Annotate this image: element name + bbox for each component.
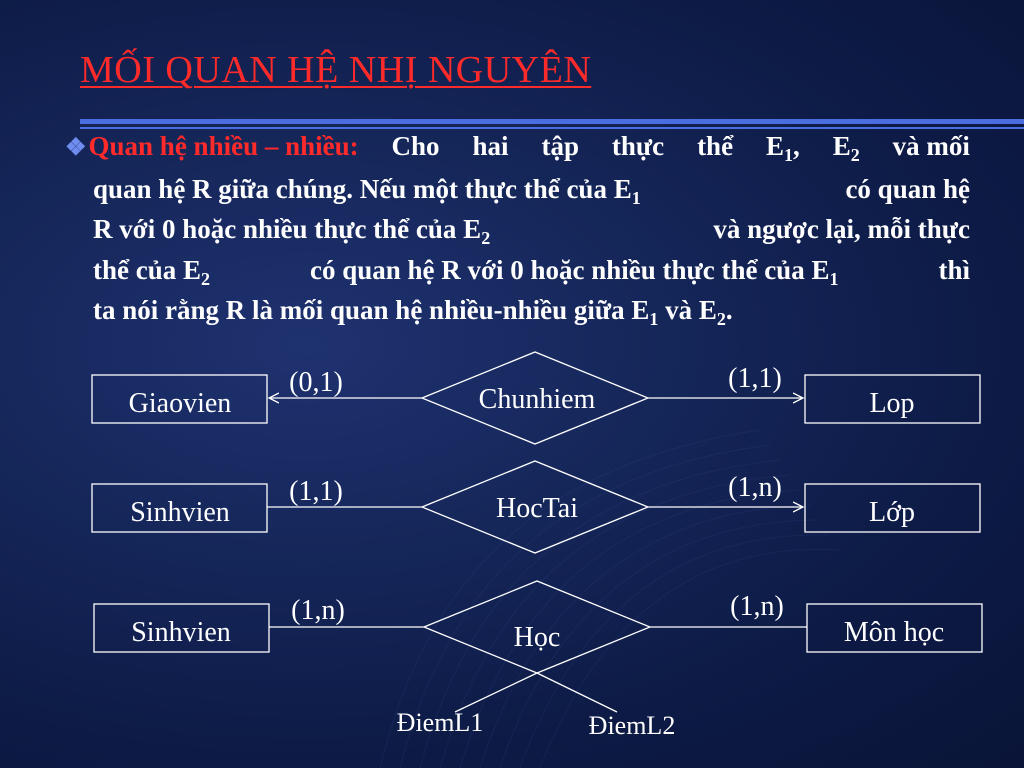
line1-word: thực [611,131,665,161]
subscript: 2 [201,268,210,289]
line1-word: tập [541,131,579,161]
relationship-row-hoc [94,581,982,740]
attribute-line-diemL1 [455,673,537,712]
entity-label-sinhvien-2: Sinhvien [131,617,231,648]
entity-label-sinhvien: Sinhvien [130,497,230,528]
entity-label-monhoc: Môn học [843,617,945,648]
attribute-line-diemL2 [537,673,617,712]
line1-word: thể [697,131,734,161]
subscript: 1 [784,145,794,165]
line4-mid: có quan hệ R với 0 hoặc nhiều thực thể của $E_1$ [310,254,839,289]
entity-label-lop-2: Lớp [869,497,915,528]
line1-tail: và mối [892,131,970,161]
relationship-label-hoc: Học [513,622,561,653]
relationship-row-hoctai [92,461,980,553]
cardinality-left: (1,1) [289,476,343,507]
entity-label-giaovien: Giaovien [128,388,232,419]
subscript: 1 [829,268,839,289]
relationship-label-hoctai: HocTai [495,493,579,524]
entity-label-lop: Lop [869,388,915,419]
attribute-label-diemL2: ĐiemL2 [588,711,676,740]
subscript: 2 [481,228,491,248]
comma: , [793,131,800,161]
line3-tail: và ngược lại, mỗi thực [713,214,970,244]
cardinality-right: (1,n) [728,472,782,503]
line4-tail: thì [938,254,970,285]
line1-word: hai [472,131,509,161]
slide-title: MỐI QUAN HỆ NHỊ NGUYÊN [80,49,592,91]
entity-e2: $E_2$ [832,131,860,165]
attribute-label-diemL1: ĐiemL1 [396,708,484,737]
line4-text: thể của $E_2$ [93,254,210,289]
line1-word: Cho [391,131,440,161]
bullet-icon: ❖ [65,135,87,161]
line5-text: ta nói rằng R là mối quan hệ nhiều-nhiều giữa $E_1$ và $E_2$. [93,295,733,329]
cardinality-left: (0,1) [289,367,343,398]
cardinality-right: (1,1) [728,363,782,394]
entity-e1: $E_1$, [766,131,800,165]
line3-text: R với 0 hoặc nhiều thực thể của $E_2$ [93,214,491,248]
subscript: 2 [716,309,726,329]
cardinality-left: (1,n) [291,595,345,626]
line2-tail: có quan hệ [845,173,970,204]
line2-text: quan hệ R giữa chúng. Nếu một thực thể của $E_1$ [93,173,641,208]
subscript: 2 [850,145,860,165]
relationship-row-chunhiem [92,352,980,444]
relationship-label-chunhiem: Chunhiem [478,384,596,415]
subscript: 1 [649,309,659,329]
subscript: 1 [631,187,641,208]
lead-label: Quan hệ nhiều – nhiều: [88,131,359,161]
cardinality-right: (1,n) [730,591,784,622]
